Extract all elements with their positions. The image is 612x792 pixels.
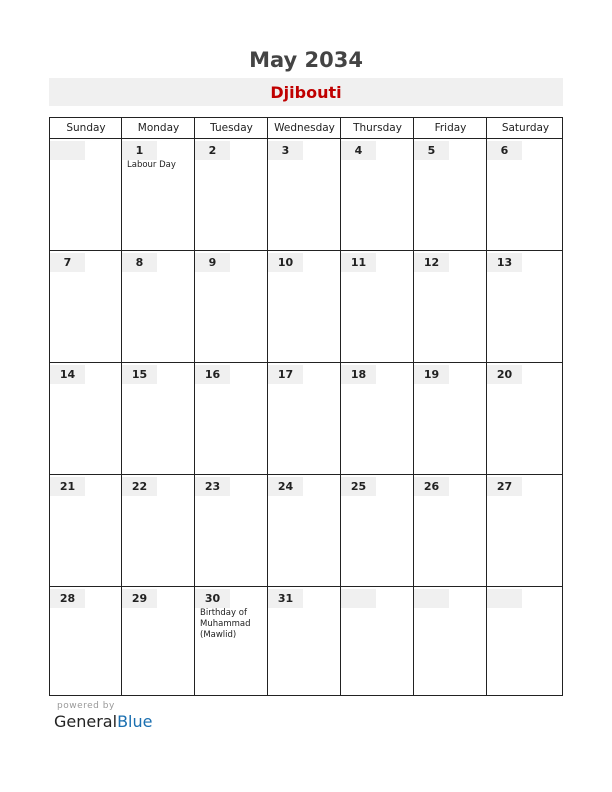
day-number: 23 — [204, 480, 221, 493]
day-cell[interactable] — [195, 365, 230, 384]
day-number: 14 — [59, 368, 76, 381]
holiday-event-line: Muhammad — [200, 619, 251, 629]
day-number: 22 — [131, 480, 148, 493]
row-divider — [50, 250, 562, 251]
day-cell[interactable] — [122, 589, 157, 608]
holiday-event — [200, 608, 266, 641]
day-cell[interactable] — [414, 365, 449, 384]
weekday-6: Saturday — [501, 122, 550, 134]
day-number: 24 — [277, 480, 294, 493]
day-cell[interactable] — [50, 365, 85, 384]
day-cell[interactable] — [122, 365, 157, 384]
weekday-3: Wednesday — [274, 122, 335, 134]
day-number: 27 — [496, 480, 513, 493]
day-cell[interactable] — [341, 141, 376, 160]
calendar-title: May 2034 — [249, 48, 363, 72]
day-number: 21 — [59, 480, 76, 493]
column-divider — [121, 118, 122, 695]
day-number: 28 — [59, 592, 76, 605]
day-cell[interactable] — [50, 141, 85, 160]
day-cell[interactable] — [122, 253, 157, 272]
day-cell[interactable] — [50, 477, 85, 496]
day-number: 20 — [496, 368, 513, 381]
holiday-event-line: (Mawlid) — [200, 630, 237, 640]
day-cell[interactable] — [414, 253, 449, 272]
day-number: 19 — [423, 368, 440, 381]
day-number: 7 — [63, 256, 72, 269]
day-number: 16 — [204, 368, 221, 381]
day-cell[interactable] — [414, 589, 449, 608]
day-cell[interactable] — [487, 365, 522, 384]
day-number: 10 — [277, 256, 294, 269]
brand-blue: Blue — [117, 712, 153, 731]
column-divider — [486, 118, 487, 695]
day-cell[interactable] — [487, 589, 522, 608]
day-cell[interactable] — [268, 589, 303, 608]
country-bar — [49, 78, 563, 106]
holiday-event-line: Labour Day — [127, 160, 176, 170]
weekday-2: Tuesday — [210, 122, 253, 134]
day-cell[interactable] — [487, 141, 522, 160]
day-number — [341, 589, 376, 608]
day-number: 31 — [277, 592, 294, 605]
day-number: 4 — [354, 144, 363, 157]
day-number: 25 — [350, 480, 367, 493]
column-divider — [413, 118, 414, 695]
weekday-1: Monday — [137, 122, 180, 134]
day-number: 30 — [204, 592, 221, 605]
day-number: 6 — [500, 144, 509, 157]
day-number: 1 — [135, 144, 144, 157]
day-cell[interactable] — [195, 141, 230, 160]
day-number — [487, 589, 522, 608]
day-cell[interactable] — [341, 253, 376, 272]
weekday-4: Thursday — [353, 122, 402, 134]
day-number — [414, 589, 449, 608]
day-number: 26 — [423, 480, 440, 493]
row-divider — [50, 362, 562, 363]
day-cell[interactable] — [268, 141, 303, 160]
day-cell[interactable] — [50, 589, 85, 608]
calendar-grid — [49, 117, 563, 696]
day-number: 18 — [350, 368, 367, 381]
weekday-5: Friday — [434, 122, 467, 134]
day-number: 8 — [135, 256, 144, 269]
day-cell[interactable] — [195, 477, 230, 496]
day-cell[interactable] — [341, 477, 376, 496]
day-number: 2 — [208, 144, 217, 157]
day-cell[interactable] — [487, 477, 522, 496]
row-divider — [50, 586, 562, 587]
day-number: 9 — [208, 256, 217, 269]
brand-general: General — [54, 712, 118, 731]
day-cell[interactable] — [341, 589, 376, 608]
holiday-event — [127, 160, 193, 171]
holiday-event-line: Birthday of — [200, 608, 247, 618]
day-cell[interactable] — [414, 477, 449, 496]
column-divider — [340, 118, 341, 695]
day-cell[interactable] — [268, 365, 303, 384]
day-number: 12 — [423, 256, 440, 269]
generalblue-logo[interactable] — [54, 712, 152, 731]
day-number: 15 — [131, 368, 148, 381]
country-name: Djibouti — [270, 83, 342, 102]
weekday-0: Sunday — [66, 122, 106, 134]
day-number: 13 — [496, 256, 513, 269]
day-cell[interactable] — [195, 253, 230, 272]
day-cell[interactable] — [268, 477, 303, 496]
day-cell[interactable] — [122, 141, 157, 160]
day-cell[interactable] — [268, 253, 303, 272]
day-number: 17 — [277, 368, 294, 381]
day-cell[interactable] — [487, 253, 522, 272]
day-number — [50, 141, 85, 160]
column-divider — [267, 118, 268, 695]
day-cell[interactable] — [122, 477, 157, 496]
day-number: 5 — [427, 144, 436, 157]
row-divider — [50, 474, 562, 475]
day-cell[interactable] — [50, 253, 85, 272]
day-number: 3 — [281, 144, 290, 157]
day-number: 29 — [131, 592, 148, 605]
day-cell[interactable] — [341, 365, 376, 384]
day-cell[interactable] — [195, 589, 230, 608]
day-number: 11 — [350, 256, 367, 269]
day-cell[interactable] — [414, 141, 449, 160]
column-divider — [194, 118, 195, 695]
powered-by-label: powered by — [57, 701, 115, 711]
